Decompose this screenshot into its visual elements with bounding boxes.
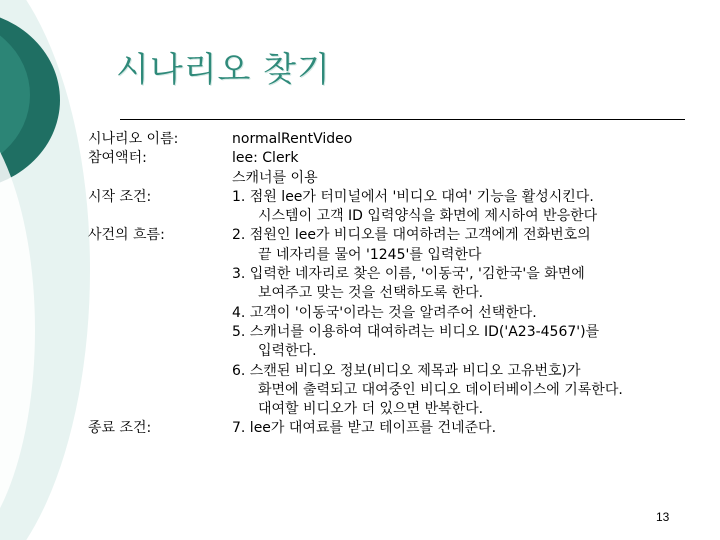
postcondition-value: 7. lee가 대여료를 받고 테이프를 건네준다. bbox=[232, 420, 497, 437]
scenario-name-value: normalRentVideo bbox=[232, 131, 353, 147]
slide-title: 시나리오 찾기 bbox=[116, 50, 331, 90]
flow-step: 1. 점원 lee가 터미널에서 '비디오 대여' 기능을 활성시킨다. bbox=[232, 188, 594, 205]
label-flow: 사건의 흐름: bbox=[88, 227, 165, 244]
precondition-value: 스캐너를 이용 bbox=[232, 169, 318, 186]
label-precondition: 시작 조건: bbox=[88, 188, 152, 205]
spacer bbox=[88, 323, 228, 342]
flow-step: 6. 스캔된 비디오 정보(비디오 제목과 비디오 고유번호)가 bbox=[232, 362, 581, 379]
spacer bbox=[88, 265, 228, 284]
label-actor: 참여액터: bbox=[88, 150, 147, 167]
spacer bbox=[88, 169, 228, 188]
spacer bbox=[88, 381, 228, 400]
spacer bbox=[88, 207, 228, 226]
flow-step-continuation: 화면에 출력되고 대여중인 비디오 데이터베이스에 기록한다. bbox=[258, 381, 623, 398]
spacer bbox=[88, 304, 228, 323]
actor-value: lee: Clerk bbox=[232, 150, 299, 167]
scenario-content bbox=[232, 130, 692, 439]
title-divider bbox=[120, 119, 685, 120]
spacer bbox=[88, 362, 228, 381]
flow-step-continuation: 입력한다. bbox=[258, 343, 317, 360]
label-postcondition: 종료 조건: bbox=[88, 420, 152, 437]
flow-step: 2. 점원인 lee가 비디오를 대여하려는 고객에게 전화번호의 bbox=[232, 227, 591, 244]
field-labels bbox=[88, 130, 228, 439]
flow-step: 5. 스캐너를 이용하여 대여하려는 비디오 ID('A23-4567')를 bbox=[232, 323, 600, 340]
spacer bbox=[88, 400, 228, 419]
label-scenario-name: 시나리오 이름: bbox=[88, 131, 179, 147]
flow-step-continuation: 보여주고 맞는 것을 선택하도록 한다. bbox=[258, 285, 484, 302]
flow-step-continuation: 끝 네자리를 물어 '1245'를 입력한다 bbox=[258, 246, 482, 263]
flow-step: 3. 입력한 네자리로 찾은 이름, '이동국', '김한국'을 화면에 bbox=[232, 266, 585, 283]
spacer bbox=[88, 246, 228, 265]
spacer bbox=[88, 342, 228, 361]
flow-step-continuation: 시스템이 고객 ID 입력양식을 화면에 제시하여 반응한다 bbox=[258, 208, 598, 225]
flow-step-continuation: 대여할 비디오가 더 있으면 반복한다. bbox=[258, 401, 484, 418]
spacer bbox=[88, 284, 228, 303]
page-number: 13 bbox=[656, 510, 670, 524]
flow-step: 4. 고객이 '이동국'이라는 것을 알려주어 선택한다. bbox=[232, 304, 537, 321]
